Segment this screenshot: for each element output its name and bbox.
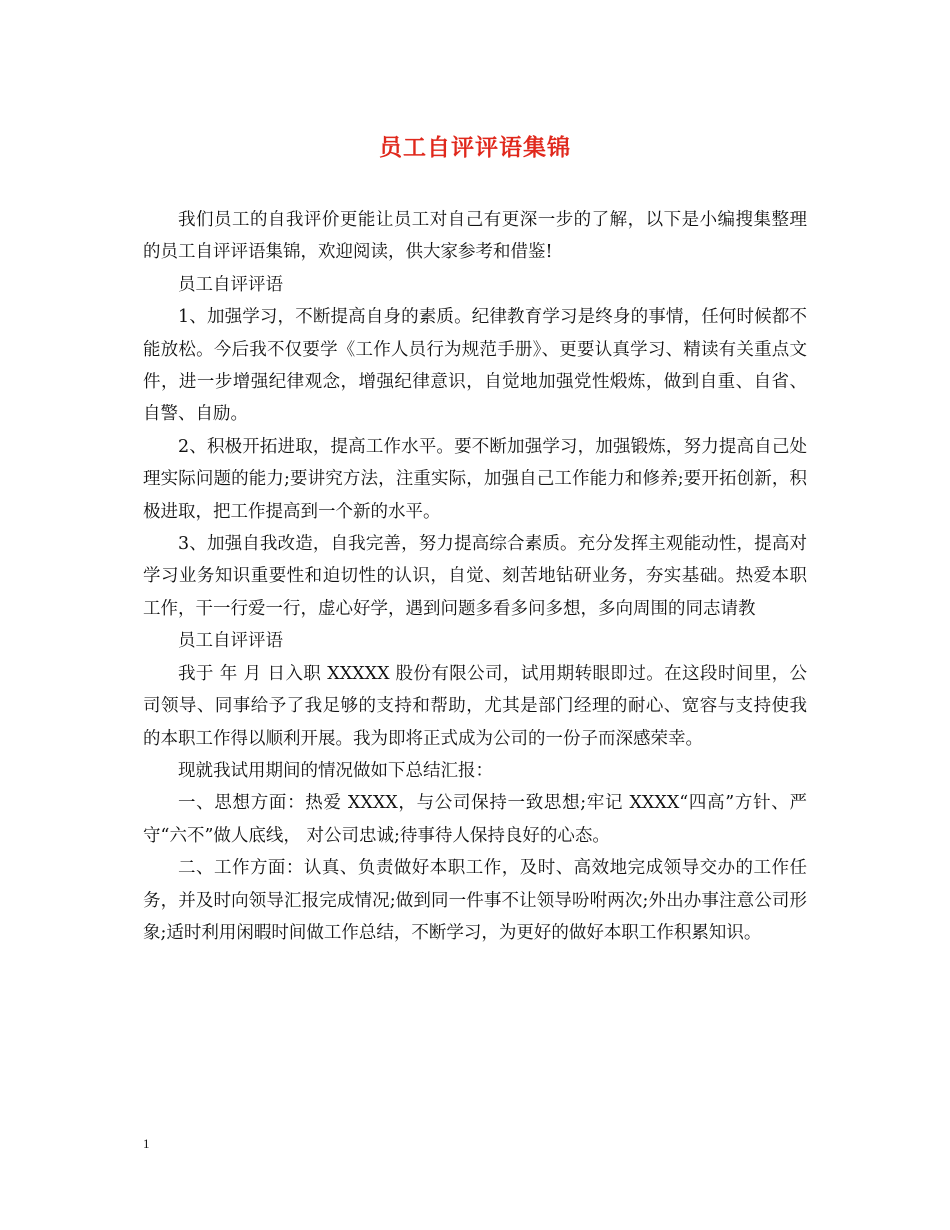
paragraph-item-1: 1、加强学习，不断提高自身的素质。纪律教育学习是终身的事情，任何时候都不能放松。今后我不仅要学《工作人员行为规范手册》、更要认真学习、精读有关重点文件，进一步增强纪律观念，增强纪律意识，自觉地加强党性煅炼，做到自重、自省、自警、自励。 (143, 307, 807, 425)
page-number: 1 (143, 1136, 150, 1151)
paragraph-item-2: 2、积极开拓进取，提高工作水平。要不断加强学习，加强锻炼，努力提高自己处理实际问题的能力;要讲究方法，注重实际，加强自己工作能力和修养;要开拓创新，积极进取，把工作提高到一个新的水平。 (143, 436, 807, 522)
paragraph-summary-lead: 现就我试用期间的情况做如下总结汇报： (178, 760, 493, 781)
section-heading: 员工自评评语 (178, 274, 283, 295)
paragraph-work-aspect: 二、工作方面：认真、负责做好本职工作，及时、高效地完成领导交办的工作任务，并及时向领导汇报完成情况;做到同一件事不让领导吩咐两次;外出办事注意公司形象;适时利用闲暇时间做工作总结，不断学习，为更好的做好本职工作积累知识。 (143, 858, 807, 943)
paragraph-item-3: 3、加强自我改造，自我完善，努力提高综合素质。充分发挥主观能动性，提高对学习业务知识重要性和迫切性的认识，自觉、刻苦地钻研业务，夯实基础。热爱本职工作，干一行爱一行，虚心好学，遇到问题多看多问多想，多向周围的同志请教 (143, 534, 807, 619)
document-body (143, 204, 807, 949)
paragraph-thought-aspect: 一、思想方面：热爱 XXXX，与公司保持一致思想;牢记 XXXX“四高”方针、严守“六不”做人底线， 对公司忠诚;待事待人保持良好的心态。 (143, 793, 807, 846)
paragraph-intro: 我们员工的自我评价更能让员工对自己有更深一步的了解，以下是小编搜集整理的员工自评评语集锦，欢迎阅读，供大家参考和借鉴! (143, 210, 807, 263)
section-heading: 员工自评评语 (178, 631, 283, 652)
document-title: 员工自评评语集锦 (379, 134, 571, 161)
paragraph-probation-intro: 我于 年 月 日入职 XXXXX 股份有限公司，试用期转眼即过。在这段时间里，公司领导、同事给予了我足够的支持和帮助，尤其是部门经理的耐心、宽容与支持使我的本职工作得以顺利开展。我为即将正式成为公司的一份子而深感荣幸。 (143, 663, 807, 749)
